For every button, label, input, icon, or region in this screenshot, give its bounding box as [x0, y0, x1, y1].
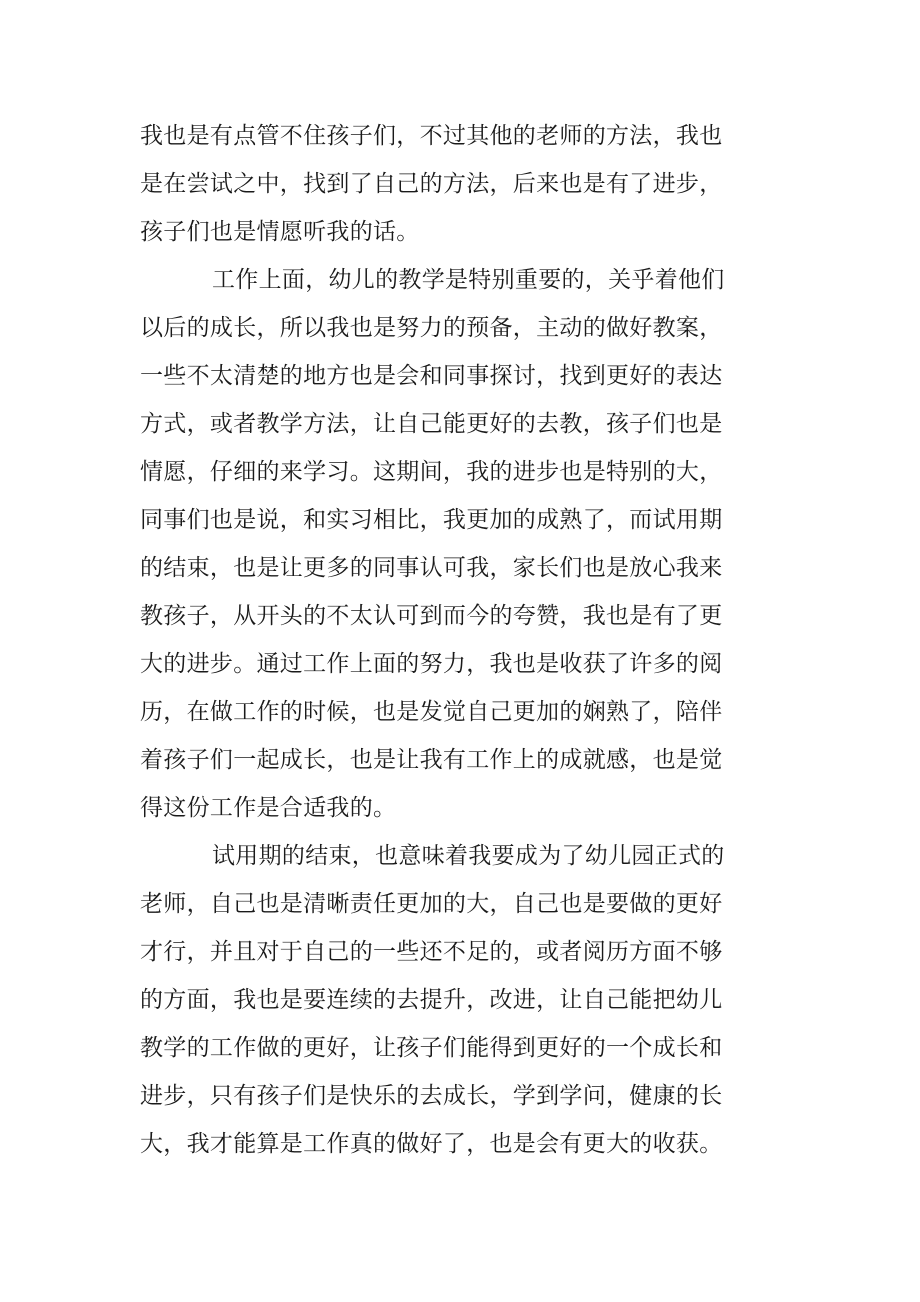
text-line: 的方面，我也是要连续的去提升，改进，让自己能把幼儿 [140, 987, 723, 1013]
text-line: 才行，并且对于自己的一些还不足的，或者阅历方面不够 [140, 939, 723, 965]
text-line: 以后的成长，所以我也是努力的预备，主动的做好教案， [140, 315, 723, 341]
text-line: 一些不太清楚的地方也是会和同事探讨，找到更好的表达 [140, 363, 723, 389]
text-line: 我也是有点管不住孩子们，不过其他的老师的方法，我也 [140, 123, 723, 149]
text-line: 历，在做工作的时候，也是发觉自己更加的娴熟了，陪伴 [140, 699, 723, 725]
text-line: 得这份工作是合适我的。 [140, 795, 397, 821]
text-line: 教孩子，从开头的不太认可到而今的夸赞，我也是有了更 [140, 603, 723, 629]
text-line: 大，我才能算是工作真的做好了，也是会有更大的收获。 [140, 1131, 723, 1157]
text-line: 进步，只有孩子们是快乐的去成长，学到学问，健康的长 [140, 1083, 723, 1109]
document-body [140, 112, 760, 1168]
text-line: 老师，自己也是清晰责任更加的大，自己也是要做的更好 [140, 891, 723, 917]
text-line: 情愿，仔细的来学习。这期间，我的进步也是特别的大， [140, 459, 723, 485]
text-line: 方式，或者教学方法，让自己能更好的去教，孩子们也是 [140, 411, 723, 437]
text-line: 同事们也是说，和实习相比，我更加的成熟了，而试用期 [140, 507, 723, 533]
text-line: 孩子们也是情愿听我的话。 [140, 219, 420, 245]
paragraph-start-line: 试用期的结束，也意味着我要成为了幼儿园正式的 [212, 843, 725, 869]
text-line: 教学的工作做的更好，让孩子们能得到更好的一个成长和 [140, 1035, 723, 1061]
text-line: 的结束，也是让更多的同事认可我，家长们也是放心我来 [140, 555, 723, 581]
paragraph-start-line: 工作上面，幼儿的教学是特别重要的，关乎着他们 [212, 267, 725, 293]
text-line: 大的进步。通过工作上面的努力，我也是收获了许多的阅 [140, 651, 723, 677]
text-line: 着孩子们一起成长，也是让我有工作上的成就感，也是觉 [140, 747, 723, 773]
text-line: 是在尝试之中，找到了自己的方法，后来也是有了进步， [140, 171, 723, 197]
